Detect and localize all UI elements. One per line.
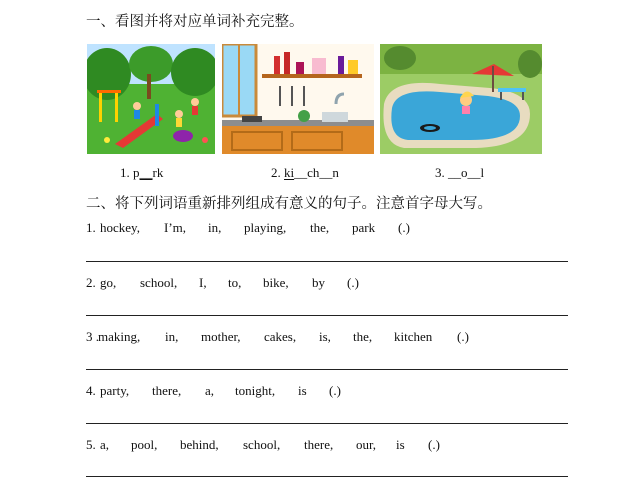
word: a, — [205, 383, 215, 398]
word: school, — [140, 275, 178, 290]
word: bike, — [263, 275, 289, 290]
word: there, — [152, 383, 182, 398]
word: the, — [353, 329, 373, 344]
section-2-heading: 二、将下列词语重新排列组成有意义的句子。注意首字母大写。 — [86, 196, 492, 212]
word: (.) — [428, 437, 440, 452]
answer-line-5[interactable] — [86, 476, 568, 477]
pool-picture — [380, 44, 542, 154]
word: kitchen — [394, 329, 433, 344]
question-number: 4. — [86, 383, 96, 398]
word: (.) — [398, 220, 410, 235]
question-number: 5. — [86, 437, 96, 452]
word: is — [396, 437, 405, 452]
park-illustration — [87, 44, 215, 154]
caption-prefix: p — [133, 165, 140, 180]
caption-kitchen — [271, 165, 339, 181]
caption-suffix: __o__l — [448, 165, 485, 180]
answer-line-1[interactable] — [86, 261, 568, 262]
question-number: 1. — [86, 220, 96, 235]
word: cakes, — [264, 329, 297, 344]
word: party, — [100, 383, 130, 398]
question-number: 3 . — [86, 329, 99, 344]
word: by — [312, 275, 325, 290]
question-5 — [86, 437, 456, 455]
question-3 — [86, 329, 486, 347]
caption-park — [120, 165, 163, 181]
answer-line-3[interactable] — [86, 369, 568, 370]
word: I, — [199, 275, 207, 290]
pool-illustration — [380, 44, 542, 154]
word: the, — [310, 220, 330, 235]
word: (.) — [457, 329, 469, 344]
kitchen-illustration — [222, 44, 374, 154]
word: hockey, — [100, 220, 140, 235]
caption-blank: ki — [284, 165, 295, 180]
word: is, — [319, 329, 331, 344]
word: tonight, — [235, 383, 276, 398]
word: there, — [304, 437, 334, 452]
park-picture — [87, 44, 215, 154]
word: go, — [100, 275, 117, 290]
word: making, — [98, 329, 141, 344]
question-4 — [86, 383, 356, 401]
caption-suffix: __ch__n — [294, 165, 339, 180]
word: a, — [100, 437, 110, 452]
caption-number: 1. — [120, 165, 133, 180]
word: behind, — [180, 437, 219, 452]
caption-number: 3. — [435, 165, 448, 180]
word: in, — [165, 329, 179, 344]
answer-line-4[interactable] — [86, 423, 568, 424]
word: is — [298, 383, 307, 398]
question-1 — [86, 220, 416, 238]
answer-line-2[interactable] — [86, 315, 568, 316]
word: park — [352, 220, 376, 235]
caption-blank: __ — [139, 165, 153, 180]
word: (.) — [347, 275, 359, 290]
word: to, — [228, 275, 242, 290]
kitchen-picture — [222, 44, 374, 154]
question-2 — [86, 275, 376, 293]
word: playing, — [244, 220, 287, 235]
caption-number: 2. — [271, 165, 284, 180]
caption-suffix: rk — [152, 165, 164, 180]
word: (.) — [329, 383, 341, 398]
question-number: 2. — [86, 275, 96, 290]
section-1-heading: 一、看图并将对应单词补充完整。 — [86, 14, 304, 30]
word: I’m, — [164, 220, 187, 235]
word: in, — [208, 220, 222, 235]
caption-pool — [435, 165, 484, 181]
word: mother, — [201, 329, 241, 344]
word: pool, — [131, 437, 158, 452]
word: our, — [356, 437, 377, 452]
word: school, — [243, 437, 281, 452]
